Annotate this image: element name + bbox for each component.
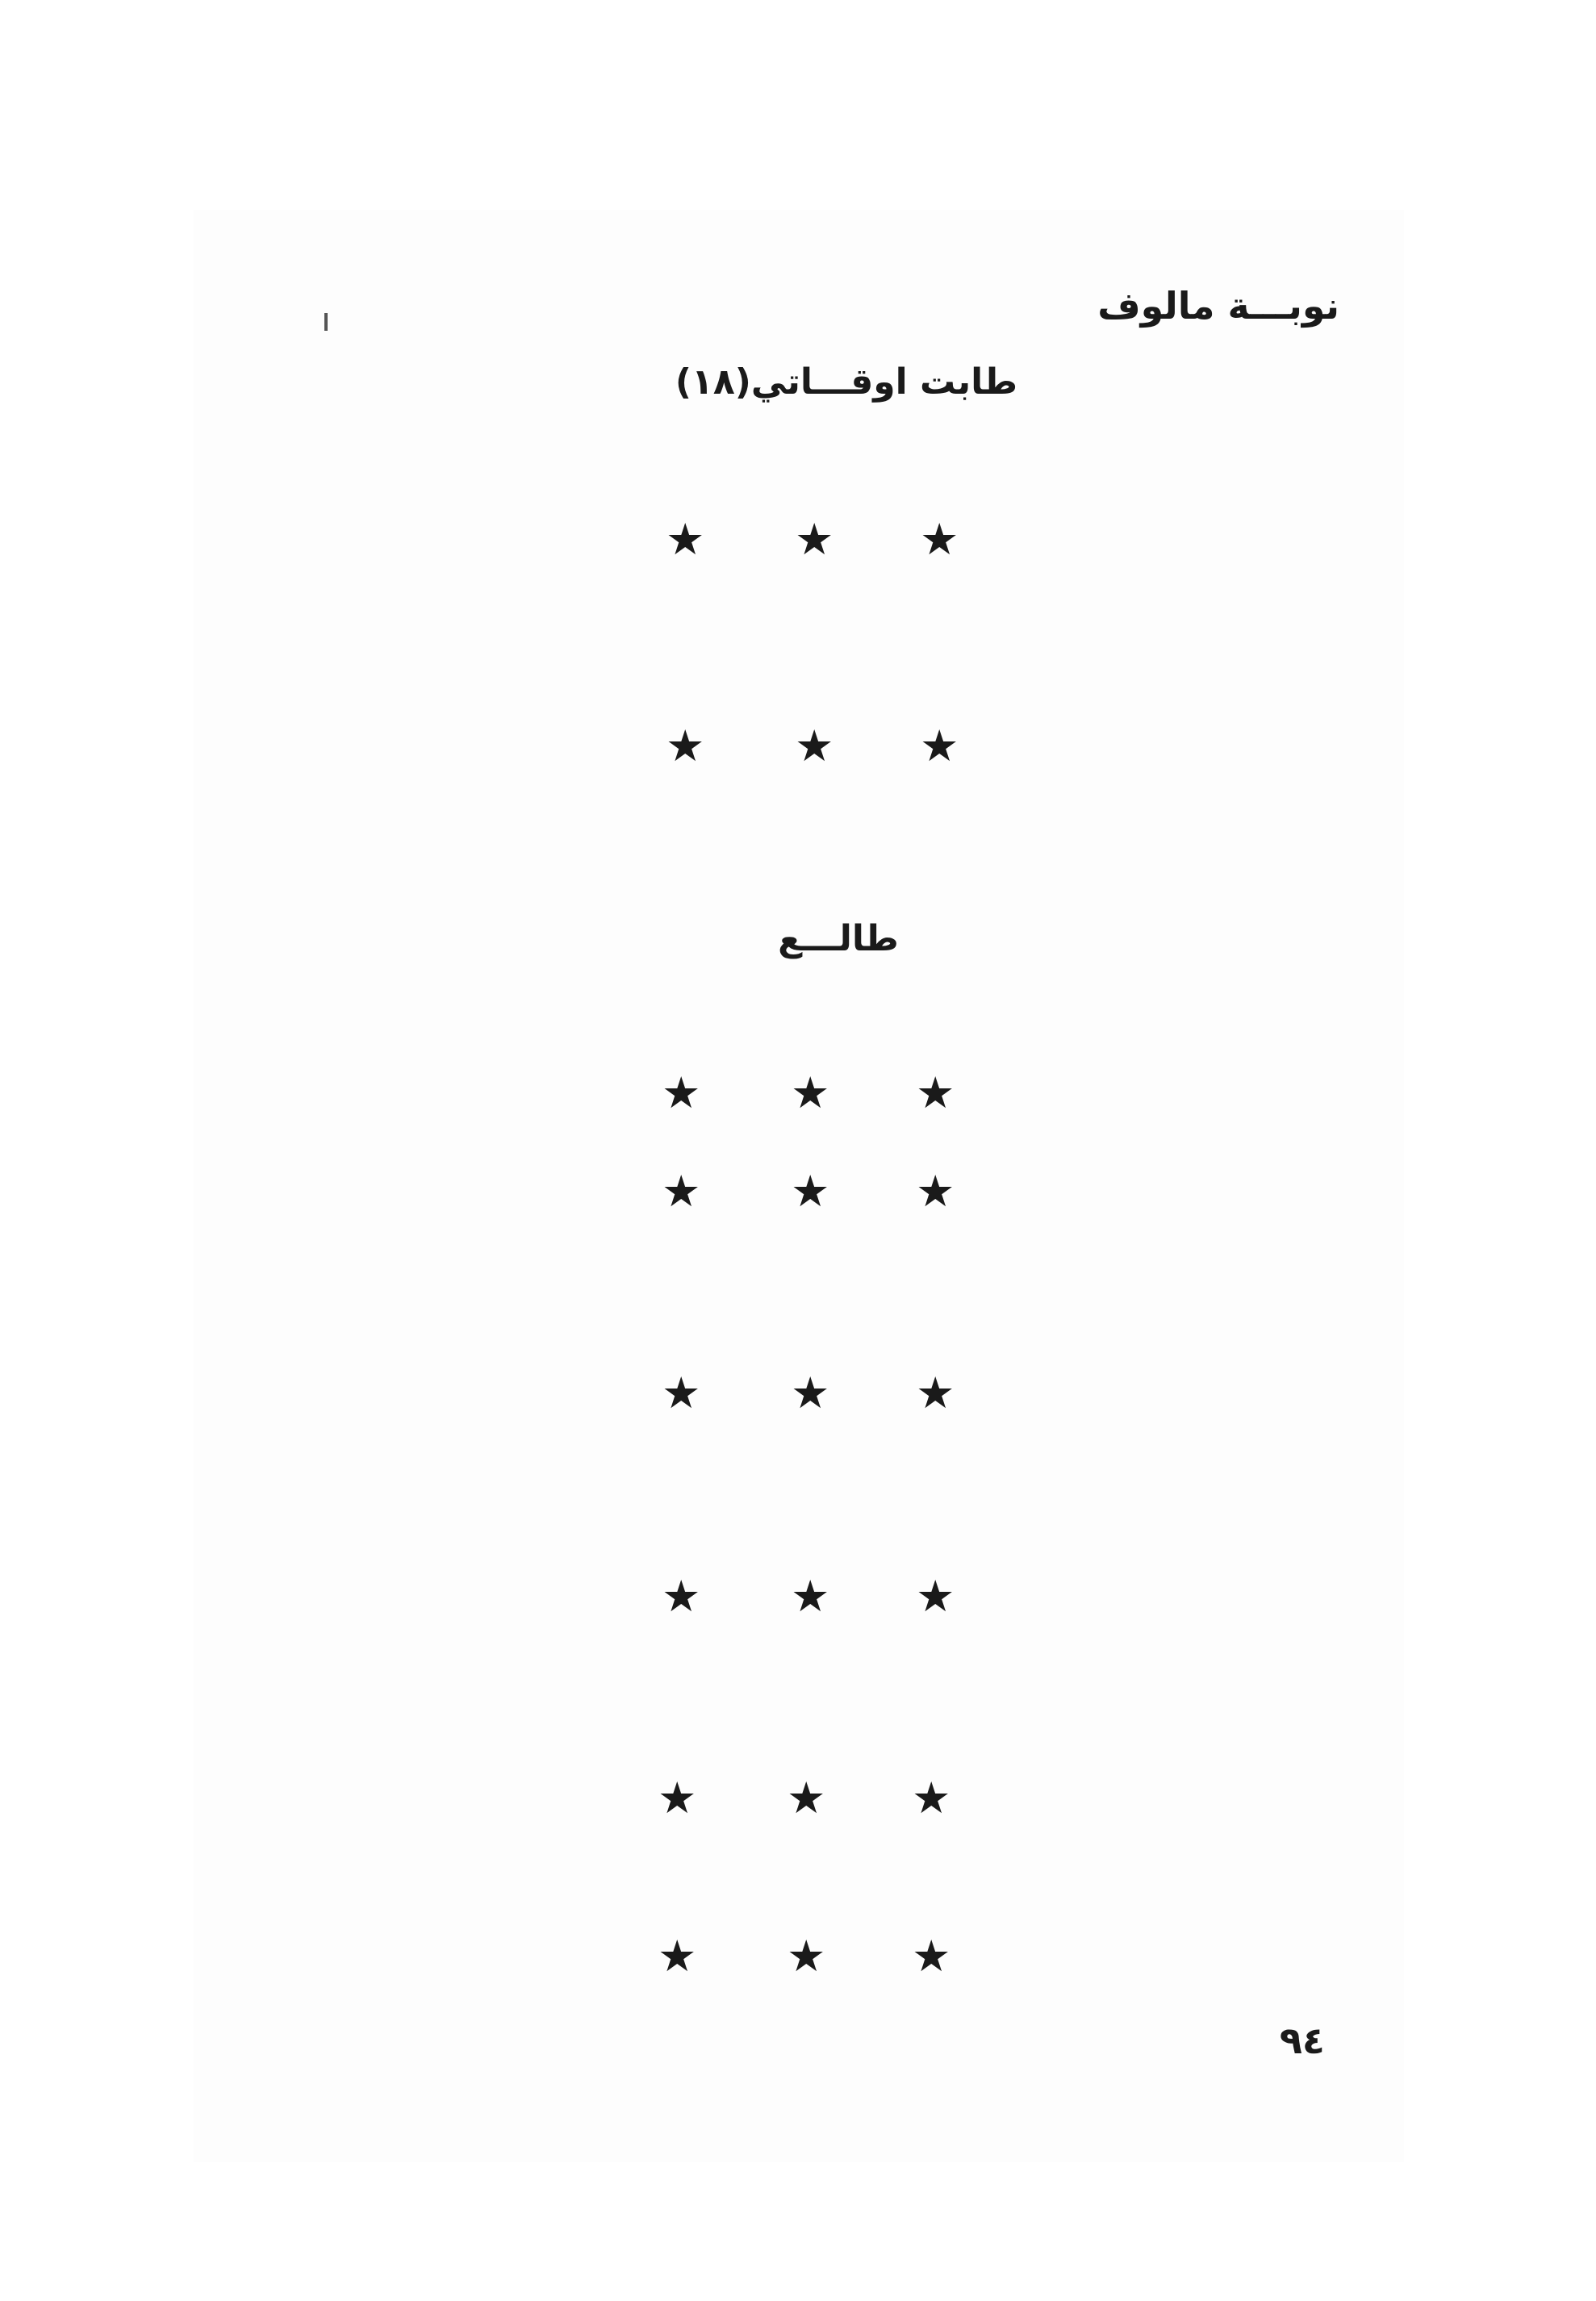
star-icon: ★ [666,720,705,771]
star-icon: ★ [791,1067,830,1118]
margin-mark [324,313,328,331]
star-icon: ★ [916,1368,955,1418]
star-icon: ★ [795,514,834,565]
star-icon: ★ [662,1166,701,1217]
star-icon: ★ [920,514,959,565]
star-icon: ★ [787,1773,826,1823]
section-title: طالـــع [778,918,899,959]
poem-title: طابت اوقـــاتي(١٨) [675,361,1018,403]
star-icon: ★ [658,1773,697,1823]
star-icon: ★ [912,1931,951,1982]
star-icon: ★ [916,1067,955,1118]
star-icon: ★ [916,1571,955,1622]
star-icon: ★ [795,720,834,771]
star-icon: ★ [662,1368,701,1418]
page-number: ٩٤ [1279,2019,1325,2062]
star-icon: ★ [791,1571,830,1622]
star-icon: ★ [916,1166,955,1217]
star-icon: ★ [662,1067,701,1118]
star-icon: ★ [920,720,959,771]
star-icon: ★ [666,514,705,565]
star-icon: ★ [658,1931,697,1982]
star-icon: ★ [662,1571,701,1622]
star-icon: ★ [787,1931,826,1982]
star-icon: ★ [791,1368,830,1418]
star-icon: ★ [912,1773,951,1823]
running-head: نوبـــة مالوف [1097,284,1339,328]
star-icon: ★ [791,1166,830,1217]
